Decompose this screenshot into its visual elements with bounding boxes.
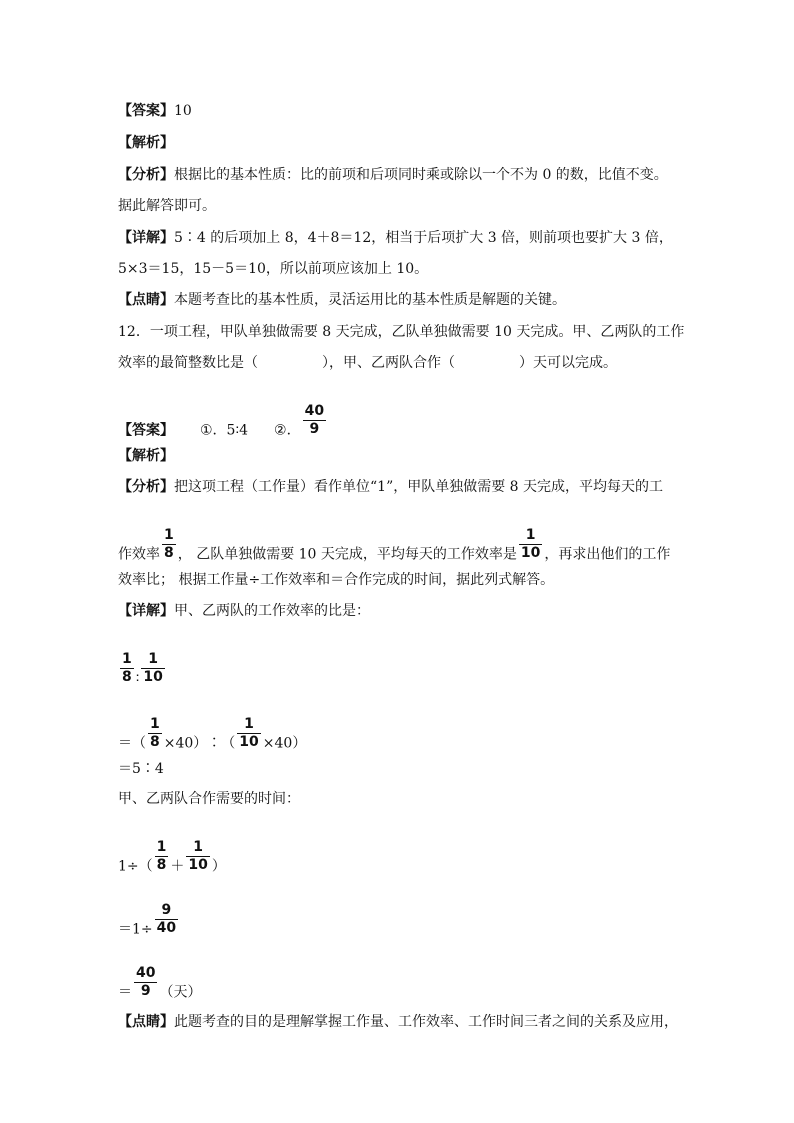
q12-time-step-2	[118, 902, 676, 946]
analysis-tag: 【解析】	[118, 135, 174, 151]
fraction-numerator: 9	[155, 903, 178, 920]
fraction-numerator: 1	[186, 840, 209, 857]
q11-xiangjie-line-1	[118, 228, 676, 248]
fraction-1-10	[186, 840, 209, 873]
fraction-denominator: 10	[520, 545, 541, 561]
math-text: （天）	[159, 984, 202, 1001]
fraction-numerator: 1	[156, 839, 167, 855]
fraction-1-8	[155, 840, 169, 873]
answer-tag: 【答案】	[118, 103, 174, 119]
q12-time-step-3	[118, 965, 676, 1009]
fraction-9-40	[155, 903, 178, 936]
answer-1: ①．5∶4	[200, 422, 249, 439]
analysis-tag: 【解析】	[118, 448, 174, 464]
math-text: ＝（	[118, 735, 146, 752]
answer-2-prefix: ②．	[274, 422, 301, 439]
question-text: 12．一项工程，甲队单独做需要 8 天完成，乙队单独做需要 10 天完成。甲、乙两队的工作	[118, 324, 685, 340]
fraction-1-10	[237, 717, 260, 750]
q11-xiangjie-line-2	[118, 259, 676, 279]
ratio-colon: ∶	[135, 670, 140, 687]
fraction-numerator: 1	[150, 716, 160, 732]
dianjing-tag: 【点睛】	[118, 1014, 174, 1030]
dianjing-text: 此题考查的目的是理解掌握工作量、工作效率、工作时间三者之间的关系及应用，	[174, 1014, 678, 1030]
fenxi-text: ，再求出他们的工作	[544, 546, 671, 563]
question-text: ），甲、乙两队合作（	[322, 355, 455, 371]
fraction-denominator: 8	[164, 545, 174, 561]
q12-time-step-1	[118, 839, 676, 883]
fraction-numerator: 1	[519, 528, 542, 545]
math-text: ＝5∶4	[118, 761, 164, 777]
fraction-1-8	[162, 528, 176, 561]
fraction-denominator: 9	[309, 421, 320, 437]
q11-answer-line	[118, 101, 676, 121]
q12-analysis-heading	[118, 446, 676, 466]
fenxi-text: ， 乙队单独做需要 10 天完成，平均每天的工作效率是	[177, 546, 517, 563]
fraction-denominator: 9	[140, 983, 151, 999]
fenxi-text: 把这项工程（工作量）看作单位“1”，甲队单独做需要 8 天完成，平均每天的工	[174, 479, 664, 495]
answer-tag: 【答案】	[118, 422, 174, 439]
xiangjie-text: 甲、乙两队的工作效率的比是：	[174, 603, 370, 619]
time-text: 甲、乙两队合作需要的时间：	[118, 791, 300, 807]
q12-question-line-1	[118, 322, 685, 342]
q12-ratio-step-2	[118, 716, 676, 760]
dianjing-text: 本题考查比的基本性质，灵活运用比的基本性质是解题的关键。	[174, 292, 566, 308]
q12-fenxi-line-2	[118, 527, 676, 571]
q12-ratio-expression	[118, 651, 676, 695]
xiangjie-text: 5×3＝15，15－5＝10，所以前项应该加上 10。	[118, 261, 429, 277]
math-text: ×40）	[262, 735, 307, 752]
fenxi-tag: 【分析】	[118, 167, 174, 183]
math-text: 1÷（	[118, 858, 153, 875]
q12-ratio-step-3	[118, 759, 676, 779]
fraction-40-9	[134, 966, 157, 999]
fraction-denominator: 10	[188, 857, 208, 873]
q11-dianjing-line	[118, 290, 676, 310]
fraction-1-8	[148, 717, 162, 750]
q12-fenxi-line-3	[118, 570, 676, 590]
fraction-40-9	[303, 404, 326, 437]
q12-time-heading	[118, 789, 676, 809]
fraction-1-10	[141, 652, 164, 685]
math-text: ＝1÷	[118, 921, 153, 938]
xiangjie-tag: 【详解】	[118, 603, 174, 619]
fraction-denominator: 40	[156, 920, 177, 936]
fraction-denominator: 8	[156, 857, 167, 873]
fraction-denominator: 10	[143, 669, 163, 685]
xiangjie-text: 5∶4 的后项加上 8，4＋8＝12，相当于后项扩大 3 倍，则前项也要扩大 3 倍，	[174, 230, 673, 246]
fraction-1-10	[519, 528, 542, 561]
math-text: ＋	[170, 858, 185, 875]
q11-fenxi-line-2	[118, 196, 676, 216]
fraction-numerator: 1	[237, 717, 260, 734]
fenxi-text: 据此解答即可。	[118, 198, 216, 214]
fraction-numerator: 40	[304, 403, 325, 419]
q12-fenxi-line-1	[118, 477, 676, 497]
question-text: ）天可以完成。	[519, 355, 617, 371]
q12-question-line-2	[118, 353, 676, 373]
fraction-numerator: 1	[122, 651, 132, 667]
fraction-denominator: 8	[150, 734, 160, 750]
fraction-denominator: 8	[122, 669, 132, 685]
question-text: 效率的最简整数比是（	[118, 355, 258, 371]
q12-dianjing-line	[118, 1012, 676, 1032]
fraction-numerator: 1	[141, 652, 164, 669]
q11-analysis-heading	[118, 133, 676, 153]
fraction-numerator: 1	[164, 527, 174, 543]
fenxi-text: 作效率	[118, 546, 160, 563]
q11-fenxi-line-1	[118, 165, 676, 185]
fraction-numerator: 40	[136, 965, 156, 981]
fenxi-tag: 【分析】	[118, 479, 174, 495]
answer-value: 10	[174, 103, 192, 119]
fraction-denominator: 10	[239, 734, 259, 750]
q12-xiangjie-line	[118, 601, 676, 621]
math-text: ＝	[118, 984, 132, 1001]
math-text: ）	[211, 858, 226, 875]
fenxi-text: 效率比； 根据工作量÷工作效率和＝合作完成的时间，据此列式解答。	[118, 572, 555, 588]
fraction-1-8	[120, 652, 134, 685]
fenxi-text: 根据比的基本性质：比的前项和后项同时乘或除以一个不为 0 的数，比值不变。	[174, 167, 668, 183]
dianjing-tag: 【点睛】	[118, 292, 174, 308]
xiangjie-tag: 【详解】	[118, 230, 174, 246]
q12-answer-line	[118, 403, 676, 447]
math-text: ×40）∶（	[163, 735, 236, 752]
